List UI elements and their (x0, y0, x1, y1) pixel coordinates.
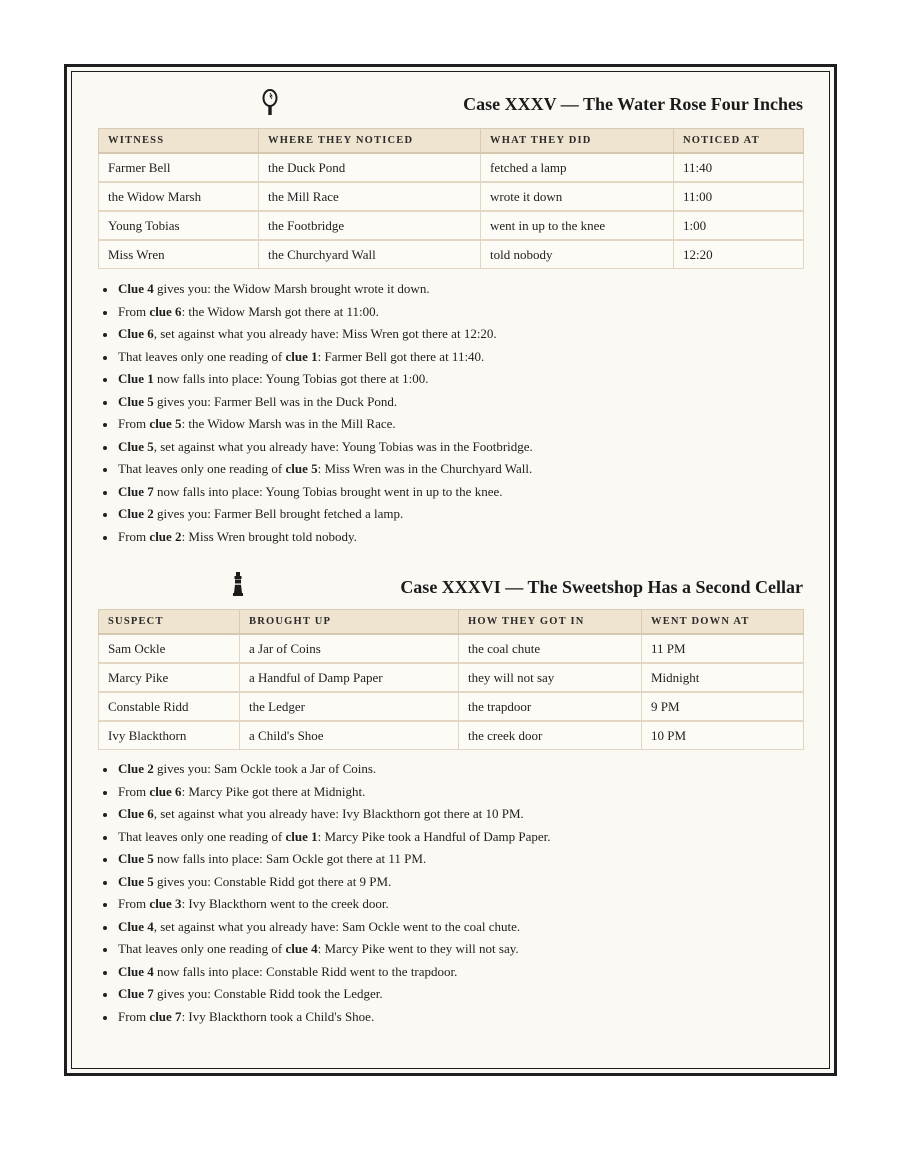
list-item: From clue 6: Marcy Pike got there at Midnight. (98, 781, 803, 804)
table-cell: 10 PM (642, 721, 804, 750)
magnifying-glass-icon (260, 88, 280, 118)
table-cell: the Mill Race (259, 182, 481, 211)
list-item: Clue 4 now falls into place: Constable Ridd went to the trapdoor. (98, 961, 803, 984)
table-cell: the creek door (459, 721, 642, 750)
case-table (98, 609, 804, 750)
column-header: WENT DOWN AT (642, 610, 804, 635)
table-cell: the Ledger (240, 692, 459, 721)
table-cell: the trapdoor (459, 692, 642, 721)
lighthouse-icon (228, 571, 248, 601)
table-cell: Constable Ridd (99, 692, 240, 721)
table-cell: a Child's Shoe (240, 721, 459, 750)
list-item: That leaves only one reading of clue 1: Farmer Bell got there at 11:40. (98, 346, 803, 369)
table-cell: Ivy Blackthorn (99, 721, 240, 750)
table-cell: 9 PM (642, 692, 804, 721)
column-header: BROUGHT UP (240, 610, 459, 635)
case-table (98, 128, 804, 269)
table-cell: the Widow Marsh (99, 182, 259, 211)
table-row (99, 692, 804, 721)
table-row (99, 211, 804, 240)
column-header: NOTICED AT (674, 129, 804, 154)
table-cell: they will not say (459, 663, 642, 692)
table-cell: 1:00 (674, 211, 804, 240)
table-cell: wrote it down (481, 182, 674, 211)
column-header: WHERE THEY NOTICED (259, 129, 481, 154)
case-title: Case XXXVI — The Sweetshop Has a Second Cellar (400, 577, 803, 597)
case-header (98, 92, 803, 120)
table-cell: went in up to the knee (481, 211, 674, 240)
list-item: That leaves only one reading of clue 1: Marcy Pike took a Handful of Damp Paper. (98, 826, 803, 849)
list-item: Clue 7 gives you: Constable Ridd took the Ledger. (98, 983, 803, 1006)
list-item: Clue 5 gives you: Farmer Bell was in the Duck Pond. (98, 391, 803, 414)
table-row (99, 182, 804, 211)
list-item: That leaves only one reading of clue 5: Miss Wren was in the Churchyard Wall. (98, 458, 803, 481)
table-cell: a Jar of Coins (240, 634, 459, 663)
list-item: From clue 6: the Widow Marsh got there at 11:00. (98, 301, 803, 324)
list-item: Clue 6, set against what you already have: Miss Wren got there at 12:20. (98, 323, 803, 346)
case-section-35 (98, 92, 803, 548)
list-item: Clue 6, set against what you already have: Ivy Blackthorn got there at 10 PM. (98, 803, 803, 826)
table-cell: a Handful of Damp Paper (240, 663, 459, 692)
list-item: Clue 7 now falls into place: Young Tobias brought went in up to the knee. (98, 481, 803, 504)
list-item: Clue 1 now falls into place: Young Tobias got there at 1:00. (98, 368, 803, 391)
table-row (99, 153, 804, 182)
table-row (99, 240, 804, 269)
column-header: HOW THEY GOT IN (459, 610, 642, 635)
case-section-36 (98, 575, 803, 1028)
table-row (99, 663, 804, 692)
table-row (99, 721, 804, 750)
table-header-row (99, 129, 804, 154)
case-header (98, 575, 803, 603)
table-cell: the Duck Pond (259, 153, 481, 182)
table-cell: Midnight (642, 663, 804, 692)
list-item: From clue 3: Ivy Blackthorn went to the creek door. (98, 893, 803, 916)
list-item: From clue 2: Miss Wren brought told nobody. (98, 526, 803, 549)
table-cell: 11 PM (642, 634, 804, 663)
table-cell: the coal chute (459, 634, 642, 663)
table-cell: Sam Ockle (99, 634, 240, 663)
list-item: From clue 5: the Widow Marsh was in the Mill Race. (98, 413, 803, 436)
list-item: Clue 4 gives you: the Widow Marsh brought wrote it down. (98, 278, 803, 301)
column-header: SUSPECT (99, 610, 240, 635)
list-item: From clue 7: Ivy Blackthorn took a Child's Shoe. (98, 1006, 803, 1029)
column-header: WITNESS (99, 129, 259, 154)
table-row (99, 634, 804, 663)
list-item: Clue 5, set against what you already have: Young Tobias was in the Footbridge. (98, 436, 803, 459)
table-cell: 11:00 (674, 182, 804, 211)
table-cell: Young Tobias (99, 211, 259, 240)
list-item: That leaves only one reading of clue 4: Marcy Pike went to they will not say. (98, 938, 803, 961)
deduction-list (98, 758, 803, 1028)
table-cell: the Footbridge (259, 211, 481, 240)
list-item: Clue 2 gives you: Farmer Bell brought fetched a lamp. (98, 503, 803, 526)
list-item: Clue 5 gives you: Constable Ridd got there at 9 PM. (98, 871, 803, 894)
table-cell: 12:20 (674, 240, 804, 269)
deduction-list (98, 278, 803, 548)
table-cell: Marcy Pike (99, 663, 240, 692)
table-cell: fetched a lamp (481, 153, 674, 182)
table-header-row (99, 610, 804, 635)
table-cell: the Churchyard Wall (259, 240, 481, 269)
list-item: Clue 2 gives you: Sam Ockle took a Jar of Coins. (98, 758, 803, 781)
list-item: Clue 4, set against what you already have: Sam Ockle went to the coal chute. (98, 916, 803, 939)
case-title: Case XXXV — The Water Rose Four Inches (463, 94, 803, 114)
table-cell: Miss Wren (99, 240, 259, 269)
column-header: WHAT THEY DID (481, 129, 674, 154)
list-item: Clue 5 now falls into place: Sam Ockle got there at 11 PM. (98, 848, 803, 871)
table-cell: told nobody (481, 240, 674, 269)
table-cell: Farmer Bell (99, 153, 259, 182)
table-cell: 11:40 (674, 153, 804, 182)
